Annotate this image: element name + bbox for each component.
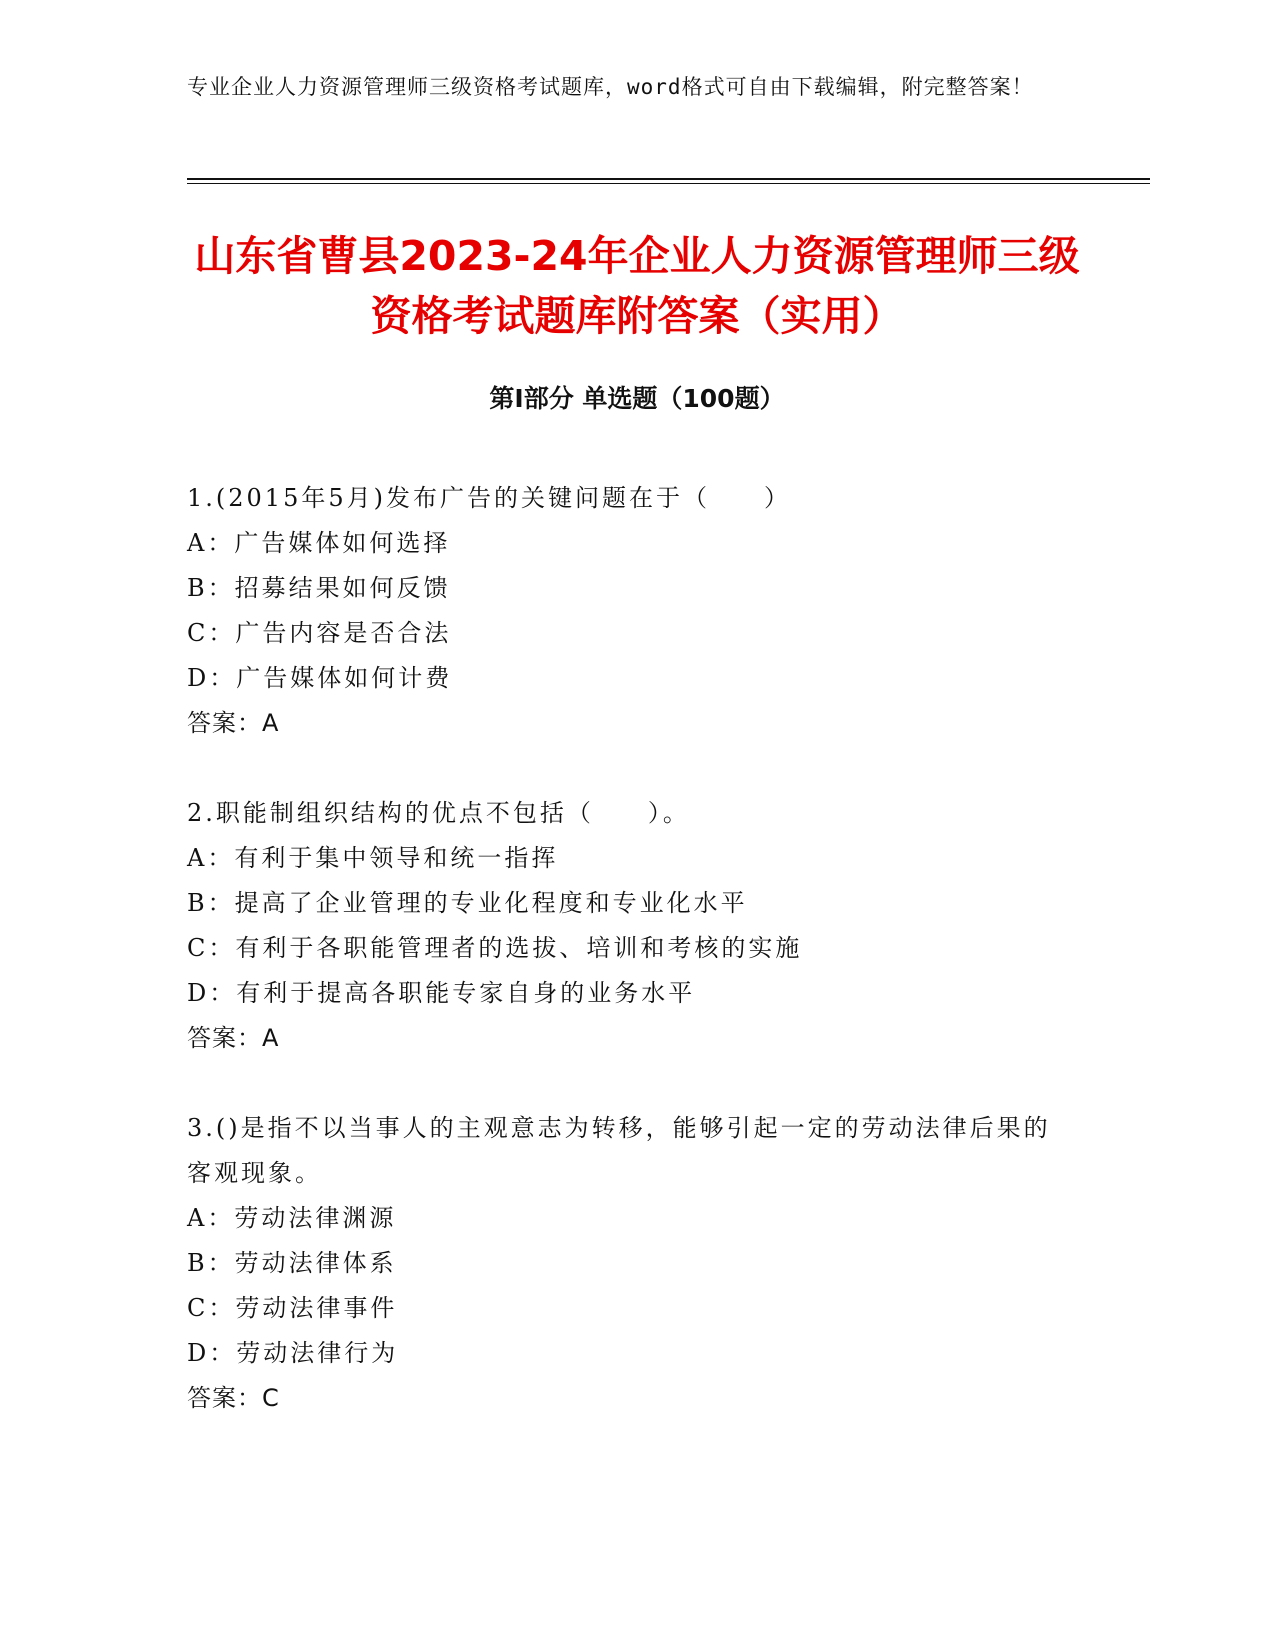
option-c: C：劳动法律事件: [187, 1294, 398, 1322]
option-c: C：广告内容是否合法: [187, 619, 452, 647]
option-b: B：提高了企业管理的专业化程度和专业化水平: [187, 889, 748, 917]
question-1: [187, 476, 1077, 746]
option-d: D：广告媒体如何计费: [187, 664, 453, 692]
header-note: 专业企业人力资源管理师三级资格考试题库，word格式可自由下载编辑，附完整答案！: [187, 75, 1034, 99]
answer: 答案：A: [187, 709, 280, 737]
section-title: 第I部分 单选题（100题）: [489, 384, 785, 413]
question-stem: 3.()是指不以当事人的主观意志为转移，能够引起一定的劳动法律后果的客观现象。: [187, 1114, 1051, 1187]
header-rule-thick: [187, 178, 1150, 180]
option-b: B：劳动法律体系: [187, 1249, 397, 1277]
question-list: [187, 476, 1077, 1466]
answer: 答案：C: [187, 1384, 280, 1412]
option-d: D：有利于提高各职能专家自身的业务水平: [187, 979, 696, 1007]
option-a: A：劳动法律渊源: [187, 1204, 397, 1232]
header-rule-thin: [187, 183, 1150, 184]
option-a: A：广告媒体如何选择: [187, 529, 451, 557]
document-title: 山东省曹县2023-24年企业人力资源管理师三级资格考试题库附答案（实用）: [194, 232, 1080, 340]
option-a: A：有利于集中领导和统一指挥: [187, 844, 559, 872]
question-3: [187, 1106, 1077, 1421]
answer: 答案：A: [187, 1024, 280, 1052]
option-d: D：劳动法律行为: [187, 1339, 399, 1367]
question-2: [187, 791, 1077, 1061]
question-stem: 1.(2015年5月)发布广告的关键问题在于（ ）: [187, 484, 791, 512]
question-stem: 2.职能制组织结构的优点不包括（ ）。: [187, 799, 690, 827]
option-c: C：有利于各职能管理者的选拔、培训和考核的实施: [187, 934, 803, 962]
option-b: B：招募结果如何反馈: [187, 574, 451, 602]
